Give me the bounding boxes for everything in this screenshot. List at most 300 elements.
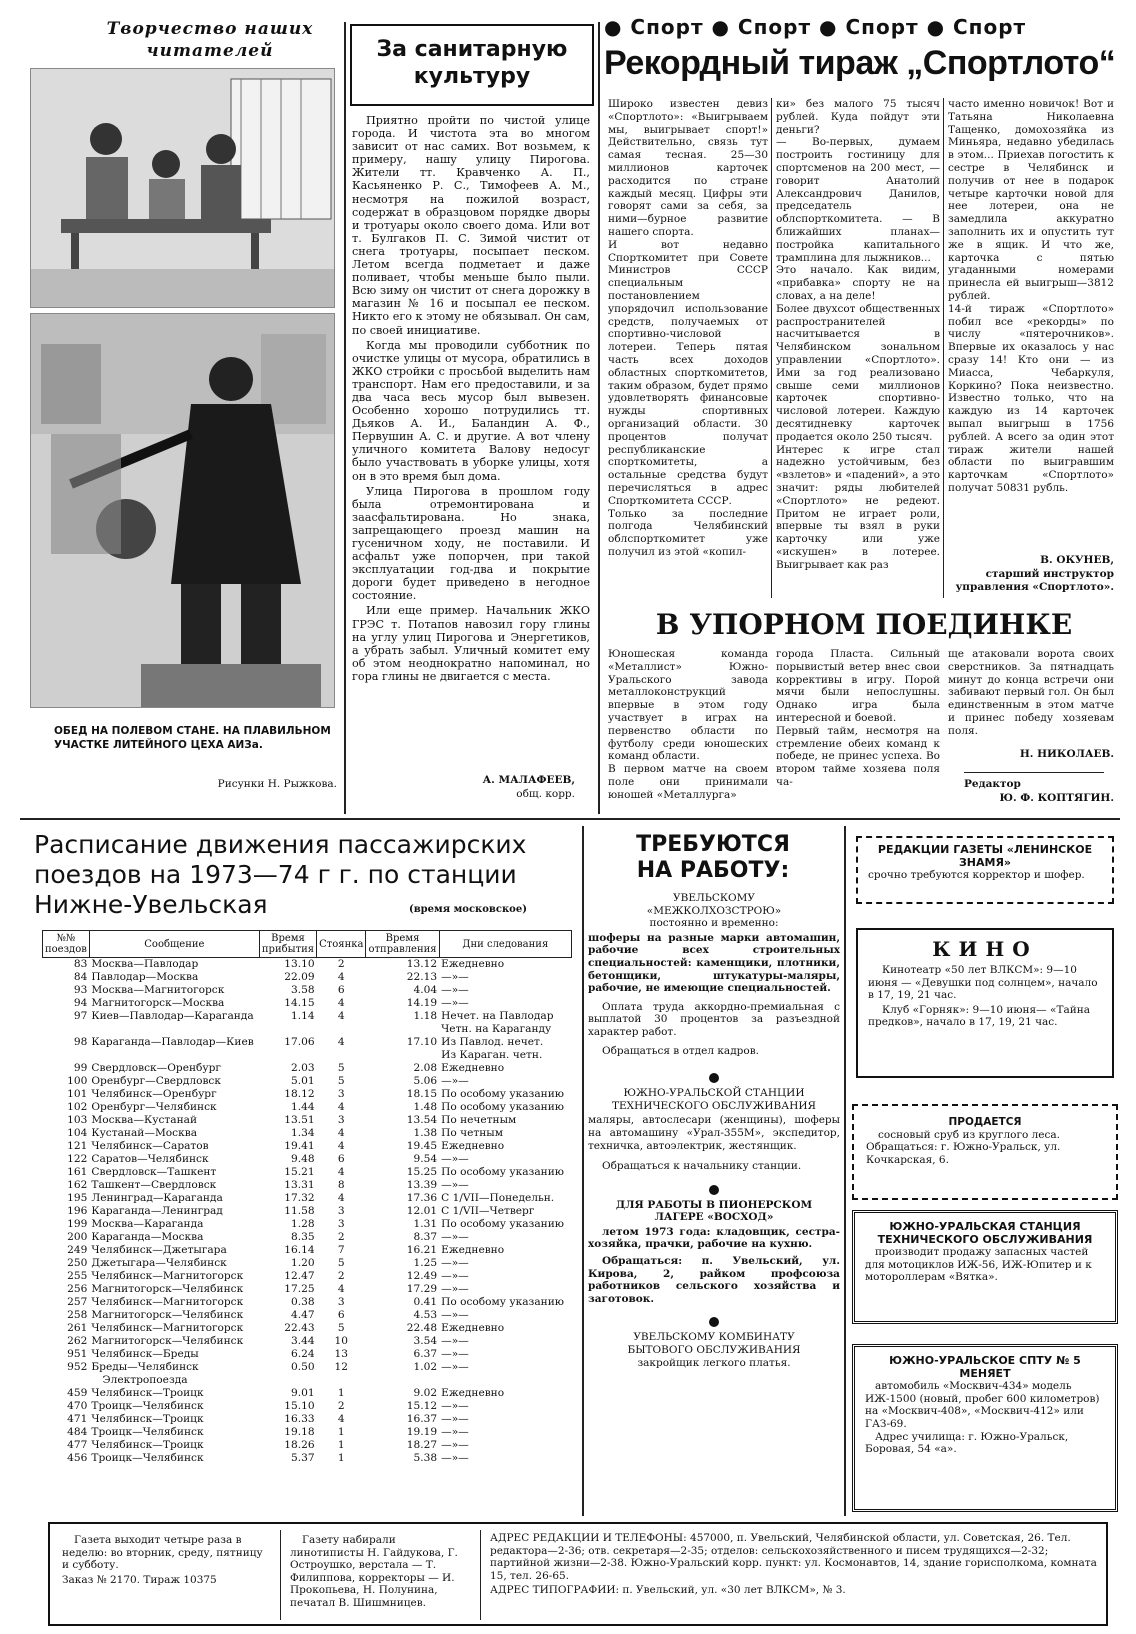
arrival-time: 0.50 xyxy=(291,1361,315,1373)
departure-time: 18.27 xyxy=(406,1439,438,1451)
route: Москва—Кустанай xyxy=(91,1114,198,1126)
sanitary-author-role: общ. корр. xyxy=(516,788,575,800)
schedule-row xyxy=(43,1348,572,1361)
departure-time: 22.48 xyxy=(406,1322,438,1334)
sale-ad-body: сосновый сруб из круглого леса. Обращаться: г. Южно-Уральск, ул. Кочкарская, 6. xyxy=(866,1128,1061,1166)
arrival-time xyxy=(259,1049,316,1062)
arrival-time: 22.43 xyxy=(284,1322,315,1334)
jobs-ad1-head: УВЕЛЬСКОМУ «МЕЖКОЛХОЗСТРОЮ» постоянно и временно: xyxy=(646,892,782,930)
sanitary-paragraph: Когда мы проводили субботник по очистке улицы от мусора, обратились в ЖКО стройки с просьбой выделить нам транспорт. Нам его предоставили, и за два часа весь мусор был вывезен. Особенно хорошо потрудились тт. Дьяков А. И., Баландин А. Ф., Первушин А. С. и другие. А вот члену уличного комитета Валову недосуг было участвовать в уборке улицы, хотя он в это время был дома. xyxy=(352,338,590,483)
train-number: 196 xyxy=(67,1205,88,1217)
route: Саратов—Челябинск xyxy=(91,1153,209,1165)
train-number: 162 xyxy=(67,1179,88,1191)
train-number: 262 xyxy=(67,1335,88,1347)
sanitary-author: А. МАЛАФЕЕВ, xyxy=(482,774,575,786)
days: По особому указанию xyxy=(441,1218,564,1230)
arrival-time: 13.10 xyxy=(284,958,315,970)
route: Челябинск—Оренбург xyxy=(91,1088,217,1100)
route: Троицк—Челябинск xyxy=(91,1452,204,1464)
column-rule xyxy=(844,826,846,1516)
sport-author-role: старший инструктор управления «Спортлото». xyxy=(955,568,1114,593)
arrival-time: 14.15 xyxy=(284,997,315,1009)
route: Караганда—Ленинград xyxy=(91,1205,223,1217)
departure-time: 17.10 xyxy=(406,1036,438,1048)
drawing-lunch-field xyxy=(30,68,335,308)
train-number: 104 xyxy=(67,1127,88,1139)
section-rule xyxy=(20,818,1120,820)
footer-order: Заказ № 2170. Тираж 10375 xyxy=(62,1573,217,1586)
stop-minutes: 2 xyxy=(337,1400,345,1412)
departure-time: 13.39 xyxy=(406,1179,438,1191)
route xyxy=(89,1023,259,1036)
schedule-row xyxy=(43,1153,572,1166)
sanitary-title: За санитарную культуру xyxy=(376,37,568,89)
arrival-time: 16.14 xyxy=(284,1244,315,1256)
departure-time: 17.29 xyxy=(406,1283,438,1295)
readers-column xyxy=(22,18,340,813)
stop-minutes: 2 xyxy=(337,1270,345,1282)
departure-time: 1.38 xyxy=(413,1127,438,1139)
days: Ежедневно xyxy=(441,1322,505,1334)
arrival-time: 1.44 xyxy=(291,1101,315,1113)
schedule-row xyxy=(43,1127,572,1140)
arrival-time: 15.10 xyxy=(284,1400,315,1412)
arrival-time: 4.47 xyxy=(291,1309,315,1321)
editor-rule xyxy=(964,772,1104,773)
col-header: №№ поездов xyxy=(43,931,90,958)
separator-bullet xyxy=(709,1317,719,1327)
editorial-ad xyxy=(856,836,1114,904)
schedule-row xyxy=(43,1413,572,1426)
train-number: 99 xyxy=(73,1062,88,1074)
electric-label-row xyxy=(43,1374,572,1387)
schedule-row xyxy=(43,1309,572,1322)
departure-time: 2.08 xyxy=(413,1062,438,1074)
train-number: 84 xyxy=(73,971,88,983)
footer-printer: АДРЕС ТИПОГРАФИИ: п. Увельский, ул. «30 лет ВЛКСМ», № 3. xyxy=(490,1584,846,1597)
footer-schedule-text: Газета выходит четыре раза в неделю: во вторник, среду, пятницу и субботу. xyxy=(62,1534,263,1572)
days: —»— xyxy=(441,1439,469,1451)
train-number: 459 xyxy=(67,1387,88,1399)
schedule-row xyxy=(43,1270,572,1283)
stop-minutes: 3 xyxy=(337,1205,345,1217)
days: —»— xyxy=(441,1179,469,1191)
schedule-row xyxy=(43,1426,572,1439)
schedule-row xyxy=(43,984,572,997)
stop-minutes: 4 xyxy=(337,1036,345,1048)
route: Челябинск—Бреды xyxy=(91,1348,199,1360)
train-number: 94 xyxy=(73,997,88,1009)
train-number: 121 xyxy=(67,1140,88,1152)
jobs-ad4-head: УВЕЛЬСКОМУ КОМБИНАТУ БЫТОВОГО ОБСЛУЖИВАНИЯ xyxy=(627,1331,801,1357)
arrival-time: 13.51 xyxy=(284,1114,315,1126)
schedule-row xyxy=(43,1049,572,1062)
sptu-ad-address: Адрес училища: г. Южно-Уральск, Боровая, 54 «а». xyxy=(865,1430,1069,1456)
jobs-ad3-head: ДЛЯ РАБОТЫ В ПИОНЕРСКОМ ЛАГЕРЕ «ВОСХОД» xyxy=(615,1198,813,1224)
readers-heading: Творчество наших читателей xyxy=(106,19,314,61)
route: Ленинград—Караганда xyxy=(91,1192,223,1204)
arrival-time: 17.25 xyxy=(284,1283,315,1295)
stop-minutes: 8 xyxy=(337,1179,345,1191)
train-number: 477 xyxy=(67,1439,88,1451)
stop-minutes: 12 xyxy=(334,1361,349,1373)
train-number: 101 xyxy=(67,1088,88,1100)
sptu-ad xyxy=(852,1344,1118,1512)
schedule-row xyxy=(43,1335,572,1348)
drawing-lunch-svg xyxy=(31,69,335,308)
jobs-ad2-contact: Обращаться к начальнику станции. xyxy=(602,1160,802,1173)
departure-time: 12.49 xyxy=(406,1270,438,1282)
train-number: 97 xyxy=(73,1010,88,1022)
route: Караганда—Москва xyxy=(91,1231,204,1243)
days: С 1/VII—Понедельн. xyxy=(441,1192,555,1204)
stop-minutes: 3 xyxy=(337,1218,345,1230)
arrival-time: 3.58 xyxy=(291,984,315,996)
stop-minutes: 4 xyxy=(337,1101,345,1113)
departure-time: 9.02 xyxy=(413,1387,438,1399)
route: Кустанай—Москва xyxy=(91,1127,198,1139)
days: По особому указанию xyxy=(441,1166,564,1178)
days: —»— xyxy=(441,1153,469,1165)
train-number: 98 xyxy=(73,1036,88,1048)
schedule-row xyxy=(43,1114,572,1127)
kino-title: КИНО xyxy=(932,937,1038,961)
col-header: Стоянка xyxy=(317,931,366,958)
schedule-table xyxy=(42,930,572,1465)
editor-label: Редактор xyxy=(964,778,1021,790)
route xyxy=(89,1049,259,1062)
sanitary-column xyxy=(350,24,594,804)
route: Челябинск—Магнитогорск xyxy=(91,1296,244,1308)
days: —»— xyxy=(441,1270,469,1282)
arrival-time: 9.48 xyxy=(291,1153,315,1165)
jobs-ad3-body: летом 1973 года: кладовщик, сестра-хозяйка, прачки, рабочие на кухню. xyxy=(588,1225,840,1251)
departure-time xyxy=(366,1049,439,1062)
sto-ad-body: производит продажу запасных частей для мотоциклов ИЖ-56, ИЖ-Юпитер и к мотороллерам «Вятка». xyxy=(865,1246,1092,1284)
footer-rule xyxy=(280,1530,281,1620)
days: Из Павлод. нечет. xyxy=(441,1036,544,1048)
schedule-row xyxy=(43,1322,572,1335)
route: Киев—Павлодар—Караганда xyxy=(91,1010,254,1022)
column-rule xyxy=(582,826,584,1516)
stop-minutes: 3 xyxy=(337,1296,345,1308)
departure-time: 1.31 xyxy=(413,1218,438,1230)
stop-minutes: 13 xyxy=(334,1348,349,1360)
departure-time: 4.53 xyxy=(413,1309,438,1321)
route: Челябинск—Магнитогорск xyxy=(91,1270,244,1282)
train-number: 250 xyxy=(67,1257,88,1269)
route: Москва—Павлодар xyxy=(91,958,199,970)
departure-time: 5.06 xyxy=(413,1075,438,1087)
schedule-row xyxy=(43,1361,572,1374)
days: —»— xyxy=(441,997,469,1009)
departure-time: 16.21 xyxy=(406,1244,438,1256)
editorial-ad-head: РЕДАКЦИИ ГАЗЕТЫ «ЛЕНИНСКОЕ ЗНАМЯ» xyxy=(877,843,1093,869)
footer-address xyxy=(490,1532,1102,1597)
days: Четн. на Караганду xyxy=(441,1023,552,1035)
electric-label: Электропоезда xyxy=(102,1374,188,1386)
schedule-table-wrap xyxy=(42,930,572,1465)
sport-author: В. ОКУНЕВ, xyxy=(1040,554,1114,566)
days: —»— xyxy=(441,971,469,983)
sport-col-rule xyxy=(943,98,944,598)
jobs-ad2-head: ЮЖНО-УРАЛЬСКОЙ СТАНЦИИ ТЕХНИЧЕСКОГО ОБСЛУЖИВАНИЯ xyxy=(611,1087,817,1112)
stop-minutes: 1 xyxy=(337,1387,345,1399)
stop-minutes: 4 xyxy=(337,1166,345,1178)
route: Павлодар—Москва xyxy=(91,971,199,983)
column-rule xyxy=(344,22,346,814)
route: Челябинск—Троицк xyxy=(91,1387,204,1399)
schedule-row xyxy=(43,1192,572,1205)
route: Караганда—Павлодар—Киев xyxy=(91,1036,254,1048)
route: Магнитогорск—Челябинск xyxy=(91,1309,244,1321)
schedule-section xyxy=(34,830,574,1520)
arrival-time: 13.31 xyxy=(284,1179,315,1191)
schedule-row xyxy=(43,1205,572,1218)
departure-time: 8.37 xyxy=(413,1231,438,1243)
arrival-time: 17.32 xyxy=(284,1192,315,1204)
train-number: 100 xyxy=(67,1075,88,1087)
days: По нечетным xyxy=(441,1114,517,1126)
route: Джетыгара—Челябинск xyxy=(91,1257,227,1269)
schedule-row xyxy=(43,1140,572,1153)
stop-minutes: 3 xyxy=(337,1114,345,1126)
route: Оренбург—Челябинск xyxy=(91,1101,217,1113)
route: Челябинск—Троицк xyxy=(91,1439,204,1451)
arrival-time: 2.03 xyxy=(291,1062,315,1074)
train-number: 470 xyxy=(67,1400,88,1412)
stop-minutes: 1 xyxy=(337,1439,345,1451)
sptu-ad-body: автомобиль «Москвич-434» модель ИЖ-1500 (новый, пробег 600 километров) на «Москвич-408», «Москвич-412» или ГАЗ-69. xyxy=(865,1380,1100,1430)
sanitary-title-box xyxy=(350,24,594,106)
sport-col-2: ки» без малого 75 тысяч рублей. Куда пойдут эти деньги? — Во-первых, думаем построить гостиницу для спортсменов на 200 мест, — говорит Анатолий Александрович Данилов, председатель облспорткомитета. — В ближайших планах—постройка капитального трамплина для лыжников... Это начало. Как видим, «прибавка» спорту не на словах, а на деле! Более двухсот общественных распространителей насчитывается в Челябинском зональном управлении «Спортлото». Ими за год реализовано свыше семи миллионов карточек спортивно-числовой лотереи. Каждую десятидневку карточек продается около 250 тысяч. Интерес к игре стал надежно устойчивым, без «взлетов» и «падений», а это значит: ряды любителей «Спортлото» не редеют. Притом не играет роли, впервые ты взял в руки карточку или уже «искушен» в лотерее. Выигрывает как раз xyxy=(776,98,940,571)
schedule-row xyxy=(43,1023,572,1036)
schedule-row xyxy=(43,1400,572,1413)
schedule-row xyxy=(43,971,572,984)
readers-caption: ОБЕД НА ПОЛЕВОМ СТАНЕ. НА ПЛАВИЛЬНОМ УЧАСТКЕ ЛИТЕЙНОГО ЦЕХА АИЗа. xyxy=(54,725,331,751)
arrival-time: 8.35 xyxy=(291,1231,315,1243)
stop-minutes: 6 xyxy=(337,1153,345,1165)
days: По особому указанию xyxy=(441,1296,564,1308)
match-col-2: города Пласта. Сильный порывистый ветер внес свои коррективы в игру. Порой мячи были непослушны. Однако игра была интересной и боевой. Первый тайм, несмотря на стремление обеих команд к победе, не принес успеха. Во втором тайме хозяева поля ча- xyxy=(776,648,940,788)
schedule-row xyxy=(43,1179,572,1192)
schedule-row xyxy=(43,997,572,1010)
schedule-row xyxy=(43,1101,572,1114)
stop-minutes: 1 xyxy=(337,1452,345,1464)
stop-minutes xyxy=(317,1049,366,1062)
departure-time: 1.25 xyxy=(413,1257,438,1269)
departure-time: 19.19 xyxy=(406,1426,438,1438)
schedule-row xyxy=(43,1283,572,1296)
jobs-ad1-body: шоферы на разные марки автомашин, рабочие всех строительных специальностей: каменщики, плотники, бетонщики, штукатуры-маляры, рабочие, не имеющие специальностей. xyxy=(588,931,840,995)
days: —»— xyxy=(441,1400,469,1412)
schedule-body xyxy=(43,958,572,1466)
arrival-time: 19.41 xyxy=(284,1140,315,1152)
departure-time: 1.18 xyxy=(413,1010,438,1022)
train-number: 951 xyxy=(67,1348,88,1360)
jobs-ad1-contact: Обращаться в отдел кадров. xyxy=(602,1044,759,1057)
train-number: 255 xyxy=(67,1270,88,1282)
sport-col-1: Широко известен девиз «Спортлото»: «Выигрываем мы, выигрывает спорт!» Действительно, связь тут самая тесная. 25—30 миллионов карточек расходится по стране каждый месяц. Цифры эти говорят сами за себя, за ними—бурное развитие нашего спорта. И вот недавно Спорткомитет при Совете Министров СССР специальным постановлением упорядочил использование средств, получаемых от спортивно-числовой лотереи. Теперь пятая часть всех доходов областных спорткомитетов, таким образом, будет прямо удовлетворять финансовые нужды спортивных организаций области. 30 процентов получат республиканские спорткомитеты, а остальные средства будут перечисляться в адрес Спорткомитета СССР. Только за последние полгода Челябинский облспорткомитет уже получил из этой «копил- xyxy=(608,98,768,558)
schedule-row xyxy=(43,1452,572,1465)
sport-section xyxy=(604,14,1120,814)
days: Ежедневно xyxy=(441,1244,505,1256)
column-rule xyxy=(598,22,600,814)
schedule-row xyxy=(43,1036,572,1049)
footer-staff: Газету набирали линотиписты Н. Гайдукова, Г. Остроушко, верстала — Т. Филиппова, корректоры — И. Прокопьева, Н. Полунина, печатал В. Шишмницев. xyxy=(290,1534,458,1609)
route: Москва—Караганда xyxy=(91,1218,204,1230)
kino-ad xyxy=(856,928,1114,1078)
stop-minutes: 3 xyxy=(337,1088,345,1100)
stop-minutes: 4 xyxy=(337,997,345,1009)
days: Нечет. на Павлодар xyxy=(441,1010,554,1022)
stop-minutes: 6 xyxy=(337,1309,345,1321)
col-header: Время отправления xyxy=(366,931,439,958)
days: —»— xyxy=(441,1426,469,1438)
sanitary-paragraph: Или еще пример. Начальник ЖКО ГРЭС т. Потапов навозил гору глины на углу улиц Пирогова и Энергетиков, а убрать забыл. Уличный комитет ему об этом неоднократно напоминал, но гора глины не двигается с места. xyxy=(352,604,590,683)
train-number: 93 xyxy=(73,984,88,996)
stop-minutes: 1 xyxy=(337,1426,345,1438)
footer-rule xyxy=(480,1530,481,1620)
kino-listing-1: Кинотеатр «50 лет ВЛКСМ»: 9—10 июня — «Девушки под солнцем», начало в 17, 19, 21 час. xyxy=(868,964,1098,1002)
editorial-ad-body: срочно требуются корректор и шофер. xyxy=(868,869,1085,882)
schedule-row xyxy=(43,958,572,972)
stop-minutes: 5 xyxy=(337,1075,345,1087)
days: Ежедневно xyxy=(441,1387,505,1399)
departure-time: 12.01 xyxy=(406,1205,438,1217)
arrival-time: 12.47 xyxy=(284,1270,315,1282)
stop-minutes: 4 xyxy=(337,1283,345,1295)
days: —»— xyxy=(441,1283,469,1295)
departure-time: 14.19 xyxy=(406,997,438,1009)
arrival-time: 3.44 xyxy=(291,1335,315,1347)
train-number: 952 xyxy=(67,1361,88,1373)
sale-ad xyxy=(852,1104,1118,1200)
arrival-time: 1.20 xyxy=(291,1257,315,1269)
train-number: 122 xyxy=(67,1153,88,1165)
col-header: Время прибытия xyxy=(259,931,316,958)
stop-minutes: 4 xyxy=(337,1127,345,1139)
footer-address-text: АДРЕС РЕДАКЦИИ И ТЕЛЕФОНЫ: 457000, п. Увельский, Челябинской области, ул. Советская, 26. Тел. редактора—2-36; отв. секретаря—2-35; отделов: сельскохозяйственного и писем трудящихся—2-32; партийной жизни—2-38. Южно-Уральский корр. пункт: ул. Космонавтов, 14, здание горисполкома, комната 15, тел. 26-65. xyxy=(490,1532,1097,1582)
arrival-time: 9.01 xyxy=(291,1387,315,1399)
schedule-title: Расписание движения пассажирских поездов на 1973—74 г г. по станции Нижне-Увельская xyxy=(34,830,527,919)
schedule-row xyxy=(43,1296,572,1309)
readers-credit: Рисунки Н. Рыжкова. xyxy=(217,778,337,790)
arrival-time: 18.26 xyxy=(284,1439,315,1451)
jobs-title: ТРЕБУЮТСЯ НА РАБОТУ: xyxy=(636,832,790,883)
days: —»— xyxy=(441,1335,469,1347)
sanitary-body xyxy=(352,114,590,685)
days: —»— xyxy=(441,1075,469,1087)
schedule-row xyxy=(43,1231,572,1244)
departure-time: 15.25 xyxy=(406,1166,438,1178)
train-number: 257 xyxy=(67,1296,88,1308)
jobs-ad2-body: маляры, автослесари (женщины), шоферы на автомашину «Урал-355М», экспедитор, техничка, автоэлектрик, жестянщик. xyxy=(588,1114,840,1152)
train-number: 258 xyxy=(67,1309,88,1321)
match-col-3: ще атаковали ворота своих сверстников. За пятнадцать минут до конца встречи они забивают первый гол. Он был единственным в этом матче и принес победу хозяевам поля. xyxy=(948,648,1114,737)
editor-name: Ю. Ф. КОПТЯГИН. xyxy=(999,792,1114,804)
arrival-time: 5.37 xyxy=(291,1452,315,1464)
footer-schedule xyxy=(62,1534,272,1586)
arrival-time: 1.14 xyxy=(291,1010,315,1022)
departure-time: 19.45 xyxy=(406,1140,438,1152)
jobs-column xyxy=(588,832,840,1512)
schedule-row xyxy=(43,1387,572,1400)
arrival-time: 18.12 xyxy=(284,1088,315,1100)
jobs-ad3-contact: Обращаться: п. Увельский, ул. Кирова, 2, райком профсоюза работников сельского хозяйства и заготовок. xyxy=(588,1255,840,1305)
jobs-ad4-body: закройщик легкого платья. xyxy=(637,1356,791,1369)
drawing-foundry xyxy=(30,313,335,708)
stop-minutes: 4 xyxy=(337,1192,345,1204)
route: Челябинск—Троицк xyxy=(91,1413,204,1425)
col-header: Сообщение xyxy=(89,931,259,958)
days: По особому указанию xyxy=(441,1088,564,1100)
arrival-time: 1.28 xyxy=(291,1218,315,1230)
sale-ad-head: ПРОДАЕТСЯ xyxy=(948,1116,1022,1128)
arrival-time: 11.58 xyxy=(284,1205,315,1217)
schedule-header-row xyxy=(43,931,572,958)
stop-minutes: 4 xyxy=(337,1010,345,1022)
train-number: 456 xyxy=(67,1452,88,1464)
train-number: 200 xyxy=(67,1231,88,1243)
departure-time: 13.12 xyxy=(406,958,438,970)
days: По четным xyxy=(441,1127,503,1139)
train-number: 102 xyxy=(67,1101,88,1113)
route: Челябинск—Джетыгара xyxy=(91,1244,227,1256)
arrival-time: 0.38 xyxy=(291,1296,315,1308)
days: Ежедневно xyxy=(441,1062,505,1074)
separator-bullet xyxy=(709,1073,719,1083)
stop-minutes: 4 xyxy=(337,971,345,983)
stop-minutes: 6 xyxy=(337,984,345,996)
sport-col-rule xyxy=(771,98,772,598)
sanitary-paragraph: Приятно пройти по чистой улице города. И чистота эта во многом зависит от нас самих. Вот возьмем, к примеру, нашу улицу Пирогова. Жители тт. Кравченко А. П., Касьяненко Р. С., Тимофеев А. М., несмотря на пожилой возраст, содержат в образцовом порядке дворы и тротуары около своего дома. Или вот т. Булгаков П. С. Зимой чистит от снега тротуары, посыпает песком. Летом всегда подметает и даже поливает, чтобы меньше было пыли. Всю зиму он чистит от снега дорожку в магазин № 16 и посыпал ее песком. Никто его к этому не обязывал. Он сам, по своей инициативе. xyxy=(352,114,590,337)
arrival-time: 19.18 xyxy=(284,1426,315,1438)
arrival-time: 6.24 xyxy=(291,1348,315,1360)
train-number: 103 xyxy=(67,1114,88,1126)
schedule-row xyxy=(43,1166,572,1179)
train-number: 249 xyxy=(67,1244,88,1256)
train-number: 161 xyxy=(67,1166,88,1178)
arrival-time: 16.33 xyxy=(284,1413,315,1425)
departure-time: 1.02 xyxy=(413,1361,438,1373)
stop-minutes: 2 xyxy=(337,1231,345,1243)
arrival-time: 22.09 xyxy=(284,971,315,983)
days: С 1/VII—Четверг xyxy=(441,1205,535,1217)
days: —»— xyxy=(441,1309,469,1321)
route: Ташкент—Свердловск xyxy=(91,1179,217,1191)
stop-minutes: 4 xyxy=(337,1140,345,1152)
train-number xyxy=(43,1049,90,1062)
departure-time: 22.13 xyxy=(406,971,438,983)
train-number: 83 xyxy=(73,958,88,970)
train-number xyxy=(43,1023,90,1036)
train-number: 195 xyxy=(67,1192,88,1204)
stop-minutes: 7 xyxy=(337,1244,345,1256)
route: Троицк—Челябинск xyxy=(91,1426,204,1438)
schedule-row xyxy=(43,1075,572,1088)
days: —»— xyxy=(441,1348,469,1360)
sto-ad xyxy=(852,1210,1118,1324)
departure-time: 17.36 xyxy=(406,1192,438,1204)
sto-ad-head: ЮЖНО-УРАЛЬСКАЯ СТАНЦИЯ ТЕХНИЧЕСКОГО ОБСЛУЖИВАНИЯ xyxy=(877,1220,1093,1246)
departure-time: 5.38 xyxy=(413,1452,438,1464)
route: Свердловск—Оренбург xyxy=(91,1062,221,1074)
arrival-time xyxy=(259,1023,316,1036)
arrival-time: 15.21 xyxy=(284,1166,315,1178)
sptu-ad-head: ЮЖНО-УРАЛЬСКОЕ СПТУ № 5 МЕНЯЕТ xyxy=(889,1354,1081,1380)
schedule-row xyxy=(43,1439,572,1452)
